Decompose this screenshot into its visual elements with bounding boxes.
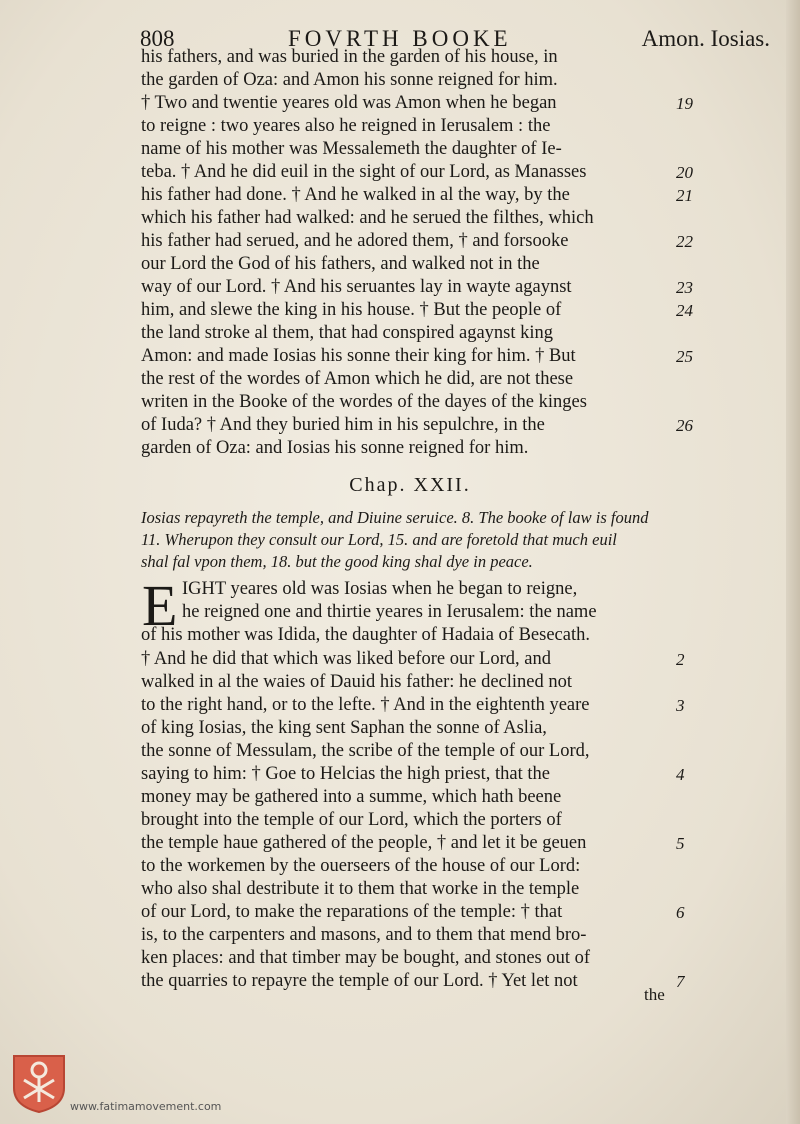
- text-line: † Two and twentie yeares old was Amon when he began: [141, 93, 557, 113]
- text-line: walked in al the waies of Dauid his father: he declined not: [141, 672, 573, 692]
- running-title: FOVRTH BOOKE: [288, 26, 512, 51]
- text-line: garden of Oza: and Iosias his sonne reigned for him.: [141, 438, 529, 458]
- text-line: the temple haue gathered of the people, † and let it be geuen: [141, 833, 587, 853]
- text-line: his father had serued, and he adored them, † and forsooke: [141, 231, 569, 251]
- drop-cap: E: [142, 573, 178, 638]
- text-line: to the right hand, or to the lefte. † And in the eightenth yeare: [141, 695, 590, 715]
- text-line: of his mother was Idida, the daughter of Hadaia of Besecath.: [141, 625, 590, 645]
- verse-number: 23: [676, 278, 693, 297]
- running-subject: Amon. Iosias.: [641, 26, 770, 51]
- text-line: to reigne : two yeares also he reigned in Ierusalem : the: [141, 116, 551, 136]
- catchword: the: [644, 985, 665, 1004]
- text-line: of king Iosias, the king sent Saphan the sonne of Aslia,: [141, 718, 547, 738]
- text-line: he reigned one and thirtie yeares in Ierusalem: the name: [182, 602, 597, 622]
- watermark-link[interactable]: www.fatimamovement.com: [70, 1100, 222, 1113]
- text-line: brought into the temple of our Lord, which the porters of: [141, 810, 562, 830]
- verse-number: 20: [676, 163, 693, 182]
- text-line: which his father had walked: and he serued the filthes, which: [141, 208, 594, 228]
- text-line: the rest of the wordes of Amon which he did, are not these: [141, 369, 574, 389]
- papal-keys-logo-icon: [10, 1052, 68, 1114]
- text-line: ken places: and that timber may be bought, and stones out of: [141, 948, 591, 968]
- text-line: who also shal destribute it to them that worke in the temple: [141, 879, 580, 899]
- text-line: the quarries to repayre the temple of our Lord. † Yet let not: [141, 971, 578, 991]
- text-line: him, and slewe the king in his house. † But the people of: [141, 300, 562, 320]
- summary-line: shal fal vpon them, 18. but the good king shal dye in peace.: [141, 552, 533, 571]
- text-line: of Iuda? † And they buried him in his sepulchre, in the: [141, 415, 545, 435]
- text-line: IGHT yeares old was Iosias when he began to reigne,: [182, 579, 578, 599]
- text-line: his father had done. † And he walked in al the way, by the: [141, 185, 570, 205]
- text-line: name of his mother was Messalemeth the daughter of Ie-: [141, 139, 562, 159]
- summary-line: Iosias repayreth the temple, and Diuine seruice. 8. The booke of law is found: [141, 508, 649, 527]
- verse-number: 6: [676, 903, 685, 922]
- verse-number: 24: [676, 301, 693, 320]
- verse-number: 7: [676, 972, 685, 991]
- verse-number: 25: [676, 347, 693, 366]
- verse-number: 5: [676, 834, 685, 853]
- text-line: teba. † And he did euil in the sight of our Lord, as Manasses: [141, 162, 587, 182]
- text-line: saying to him: † Goe to Helcias the high priest, that the: [141, 764, 550, 784]
- verse-number: 22: [676, 232, 693, 251]
- text-line: to the workemen by the ouerseers of the house of our Lord:: [141, 856, 581, 876]
- verse-number: 26: [676, 416, 693, 435]
- page-edge: [786, 0, 800, 1124]
- text-line: writen in the Booke of the wordes of the dayes of the kinges: [141, 392, 587, 412]
- text-line: our Lord the God of his fathers, and walked not in the: [141, 254, 540, 274]
- verse-number: 4: [676, 765, 685, 784]
- verse-number: 2: [676, 650, 685, 669]
- text-line: the sonne of Messulam, the scribe of the temple of our Lord,: [141, 741, 590, 761]
- text-line: of our Lord, to make the reparations of the temple: † that: [141, 902, 563, 922]
- chapter-heading: Chap. XXII.: [349, 474, 471, 496]
- text-line: Amon: and made Iosias his sonne their king for him. † But: [141, 346, 576, 366]
- text-line: the garden of Oza: and Amon his sonne reigned for him.: [141, 70, 558, 90]
- verse-number: 21: [676, 186, 693, 205]
- text-line: is, to the carpenters and masons, and to them that mend bro-: [141, 925, 587, 945]
- text-line: money may be gathered into a summe, which hath beene: [141, 787, 562, 807]
- text-line: the land stroke al them, that had conspired agaynst king: [141, 323, 554, 343]
- text-line: his fathers, and was buried in the garden of his house, in: [141, 47, 558, 67]
- page-number: 808: [140, 26, 175, 51]
- text-line: † And he did that which was liked before our Lord, and: [141, 649, 551, 669]
- verse-number: 3: [676, 696, 685, 715]
- verse-number: 19: [676, 94, 693, 113]
- text-line: way of our Lord. † And his seruantes lay in wayte agaynst: [141, 277, 572, 297]
- summary-line: 11. Wherupon they consult our Lord, 15. and are foretold that much euil: [141, 530, 617, 549]
